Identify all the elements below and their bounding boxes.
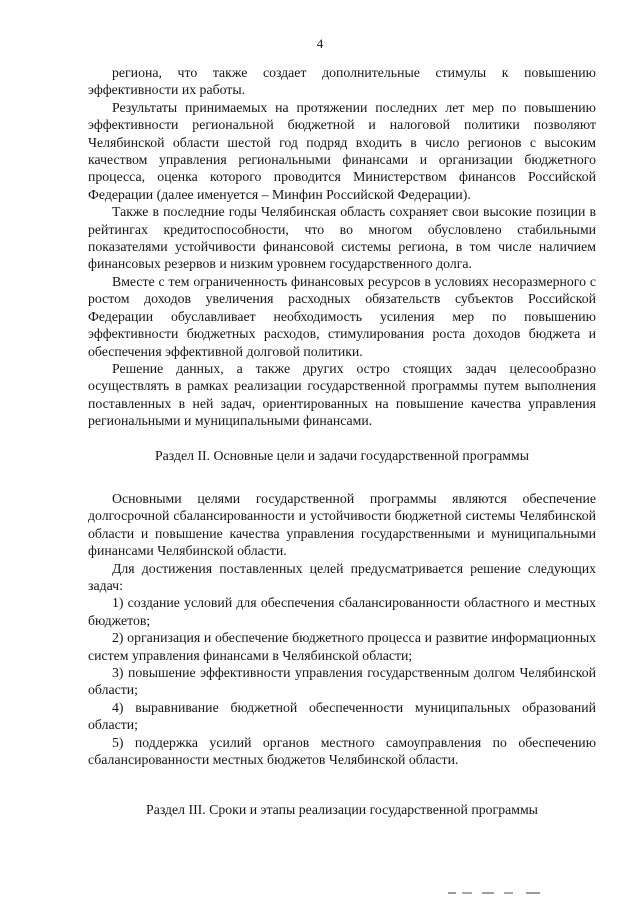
paragraph-program-solution: Решение данных, а также других остро стоящих задач целесообразно осуществлять в рамках реализации государственной программы путем выполнения поставленных в ней задач, ориентированных на повышение качества управления региональными и муниципальными финансами. [88, 360, 596, 429]
task-item-4: 4) выравнивание бюджетной обеспеченности муниципальных образований области; [88, 699, 596, 733]
paragraph-main-goals: Основными целями государственной программы являются обеспечение долгосрочной сбалансированности и устойчивости бюджетной системы Челябинской области и повышение качества управления государственными и муниципальными финансами Челябинской области. [88, 490, 596, 559]
page-number: 4 [316, 36, 324, 51]
paragraph-tasks-intro: Для достижения поставленных целей предусматривается решение следующих задач: [88, 560, 596, 593]
paragraph-credit-ratings: Также в последние годы Челябинская область сохраняет свои высокие позиции в рейтингах кредитоспособности, что во многом обусловлено стабильными показателями устойчивости финансовой системы региона, в том числе наличием финансовых резервов и низким уровнем государственного долга. [88, 204, 596, 272]
section-2-heading: Раздел II. Основные цели и задачи государственной программы [154, 447, 530, 463]
paragraph-policy-results: Результаты принимаемых на протяжении последних лет мер по повышению эффективности региональной бюджетной и налоговой политики позволяют Челябинской области шестой год подряд входить в число регионов с высоким качеством управления региональными финансами и организации бюджетного процесса, оценка которого проводится Министерством финансов Российской Федерации (далее именуется – Минфин Российской Федерации). [88, 99, 596, 202]
paragraph-region-incentives: региона, что также создает дополнительные стимулы к повышению эффективности их работы. [88, 65, 596, 98]
task-item-1: 1) создание условий для обеспечения сбалансированности областного и местных бюджетов; [88, 595, 596, 628]
section-3-heading: Раздел III. Сроки и этапы реализации государственной программы [146, 802, 538, 818]
task-item-5: 5) поддержка усилий органов местного самоуправления по обеспечению сбалансированности местных бюджетов Челябинской области. [88, 734, 596, 768]
paragraph-limited-resources: Вместе с тем ограниченность финансовых ресурсов в условиях несоразмерного с ростом доходов увеличения расходных обязательств субъектов Российской Федерации обуславливает необходимость усиления мер по повышению эффективности бюджетных расходов, стимулирования роста доходов бюджета и обеспечения эффективной долговой политики. [88, 273, 596, 359]
task-item-2: 2) организация и обеспечение бюджетного процесса и развитие информационных систем управления финансами в Челябинской области; [88, 630, 596, 663]
scan-footer-marks [448, 889, 552, 897]
task-item-3: 3) повышение эффективности управления государственным долгом Челябинской области; [88, 665, 596, 698]
document-body [88, 64, 596, 819]
